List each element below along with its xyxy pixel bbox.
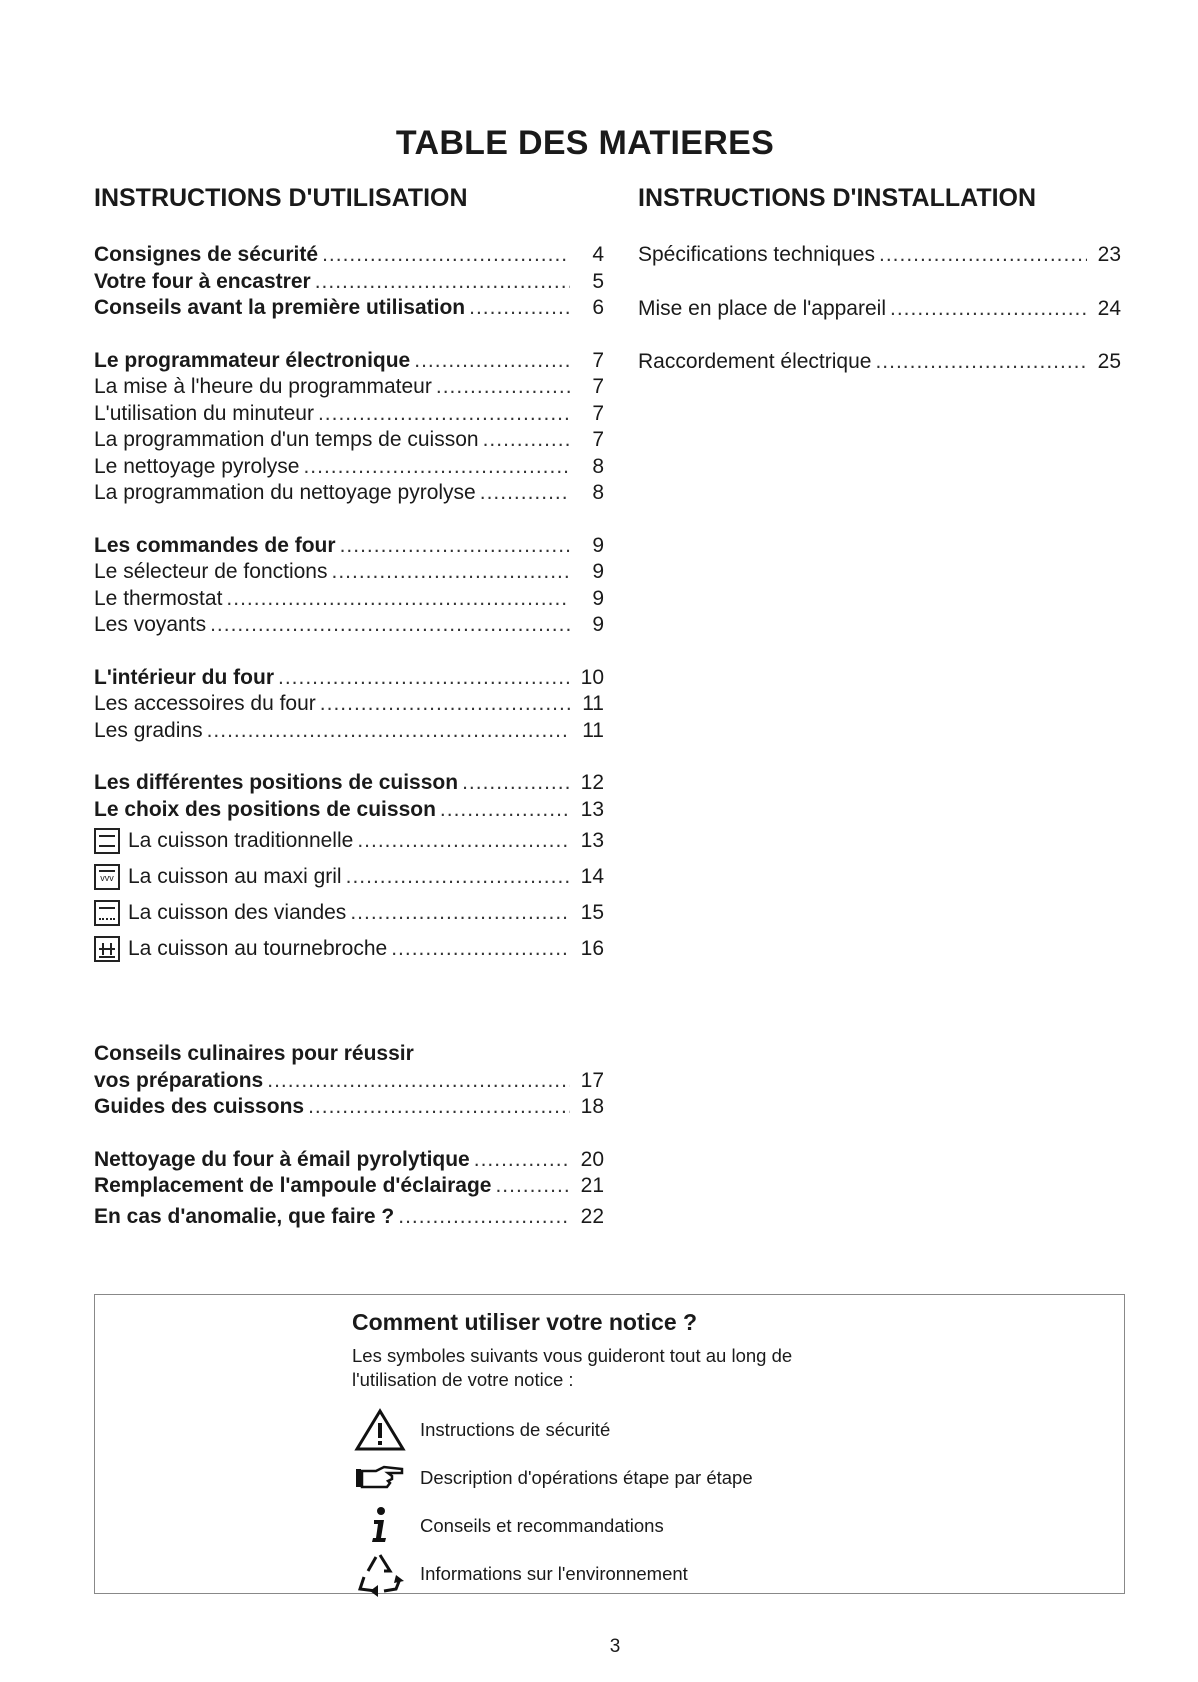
- toc-entry-page: 7: [592, 375, 604, 398]
- dot-leader: [480, 480, 570, 507]
- warning-triangle-icon: [352, 1408, 408, 1452]
- pointing-hand-icon: [352, 1456, 408, 1500]
- toc-entry-text: Nettoyage du four à émail pyrolytique: [94, 1147, 470, 1171]
- toc-entry-page: 9: [592, 613, 604, 636]
- symbol-legend-label: Description d'opérations étape par étape: [420, 1467, 753, 1488]
- toc-entry: [94, 797, 604, 824]
- symbol-legend-label: Conseils et recommandations: [420, 1515, 664, 1536]
- toc-entry-text: En cas d'anomalie, que faire ?: [94, 1204, 395, 1228]
- dot-leader: [495, 1173, 570, 1200]
- toc-entry-page: 4: [592, 243, 604, 266]
- dot-leader: [308, 1094, 570, 1121]
- toc-entry-text: La cuisson traditionnelle: [128, 829, 354, 852]
- dot-leader: [320, 691, 570, 718]
- toc-entry-page: 13: [580, 797, 604, 821]
- usage-toc: [94, 242, 604, 1256]
- dot-leader: [391, 931, 570, 967]
- toc-entry-page: 12: [580, 771, 604, 794]
- toc-entry-text: La cuisson des viandes: [128, 901, 347, 924]
- toc-entry-text: La cuisson au maxi gril: [128, 865, 342, 888]
- toc-entry-page: 18: [580, 1095, 604, 1118]
- notice-box-text: Les symboles suivants vous guideront tout au long de l'utilisation de votre notice :: [352, 1345, 793, 1390]
- toc-entry: [94, 612, 604, 639]
- toc-entry: [94, 1094, 604, 1121]
- cooking-positions-group: [94, 770, 604, 967]
- toc-entry-page: 15: [580, 901, 604, 924]
- toc-entry: [94, 718, 604, 745]
- toc-entry: [94, 931, 604, 967]
- toc-entry-text: La mise à l'heure du programmateur: [94, 375, 432, 398]
- toc-entry-text: Remplacement de l'ampoule d'éclairage: [94, 1174, 492, 1197]
- toc-entry-page: 7: [592, 401, 604, 425]
- toc-entry-text: L'intérieur du four: [94, 665, 274, 689]
- dot-leader: [462, 770, 570, 797]
- dot-leader: [210, 612, 570, 639]
- maxi-grill-icon: vvv: [94, 864, 120, 890]
- dot-leader: [875, 349, 1087, 376]
- toc-entry-text: Spécifications techniques: [638, 243, 875, 266]
- toc-entry-page: 20: [580, 1147, 604, 1171]
- dot-leader: [398, 1204, 570, 1231]
- toc-entry-text: Les différentes positions de cuisson: [94, 771, 459, 794]
- symbol-legend-item: [352, 1406, 1052, 1454]
- toc-entry: [94, 374, 604, 401]
- toc-entry-page: 13: [580, 829, 604, 852]
- page-title: TABLE DES MATIERES: [395, 124, 775, 162]
- toc-entry-text: vos préparations: [94, 1068, 264, 1092]
- toc-entry-text: Raccordement électrique: [638, 350, 872, 373]
- dot-leader: [340, 533, 570, 560]
- toc-group: [638, 296, 1121, 323]
- dot-leader: [303, 454, 570, 481]
- toc-entry-page: 14: [580, 865, 604, 888]
- toc-entry-label: [94, 1041, 604, 1068]
- toc-entry-text: Guides des cuissons: [94, 1095, 305, 1118]
- toc-entry-text: Consignes de sécurité: [94, 243, 319, 266]
- dot-leader: [318, 401, 570, 428]
- toc-entry-page: 17: [580, 1068, 604, 1092]
- symbol-legend-item: [352, 1454, 1052, 1502]
- toc-entry-text: Le choix des positions de cuisson: [94, 797, 436, 821]
- toc-entry-text: La programmation du nettoyage pyrolyse: [94, 481, 476, 504]
- toc-entry: [94, 770, 604, 797]
- dot-leader: [879, 242, 1087, 269]
- dot-leader: [278, 665, 570, 692]
- toc-entry-page: 7: [592, 348, 604, 372]
- symbol-legend-label: Informations sur l'environnement: [420, 1563, 688, 1584]
- recycle-icon: [352, 1552, 408, 1596]
- toc-entry-text: Le sélecteur de fonctions: [94, 560, 328, 583]
- toc-entry: [94, 586, 604, 613]
- toc-entry-page: 6: [592, 296, 604, 319]
- toc-entry-page: 24: [1097, 296, 1121, 320]
- meat-cooking-icon: [94, 900, 120, 926]
- toc-entry-page: 23: [1097, 243, 1121, 266]
- toc-entry: [94, 559, 604, 586]
- toc-entry: [94, 1068, 604, 1095]
- toc-entry-page: 11: [582, 692, 604, 715]
- notice-usage-box: [94, 1294, 1125, 1594]
- dot-leader: [890, 296, 1087, 323]
- toc-entry-text: Les gradins: [94, 718, 203, 742]
- toc-group: [638, 242, 1121, 269]
- toc-entry: [638, 349, 1121, 376]
- toc-entry-page: 21: [580, 1174, 604, 1197]
- toc-entry: [94, 427, 604, 454]
- dot-leader: [436, 374, 570, 401]
- toc-entry-text: Votre four à encastrer: [94, 269, 311, 293]
- toc-entry-page: 16: [580, 937, 604, 960]
- dot-leader: [331, 559, 570, 586]
- toc-entry-page: 8: [592, 454, 604, 478]
- symbol-legend: [352, 1406, 1052, 1598]
- dot-leader: [207, 718, 570, 745]
- toc-entry: [94, 665, 604, 692]
- dot-leader: [350, 895, 570, 931]
- toc-entry: [94, 691, 604, 718]
- dot-leader: [346, 859, 570, 895]
- dot-leader: [226, 586, 570, 613]
- usage-instructions-heading: INSTRUCTIONS D'UTILISATION: [94, 184, 468, 212]
- toc-entry-page: 9: [592, 586, 604, 610]
- toc-entry-text: Conseils avant la première utilisation: [94, 296, 466, 319]
- toc-entry-text: Les voyants: [94, 613, 207, 636]
- rotisserie-icon: [94, 936, 120, 962]
- dot-leader: [483, 427, 570, 454]
- toc-entry-page: 7: [592, 428, 604, 451]
- toc-entry-text: Conseils culinaires pour réussir: [94, 1042, 414, 1065]
- toc-entry: [638, 296, 1121, 323]
- traditional-cooking-icon: [94, 828, 120, 854]
- toc-entry: [94, 1204, 604, 1231]
- toc-entry-page: 11: [582, 718, 604, 742]
- dot-leader: [267, 1068, 570, 1095]
- toc-entry: [94, 348, 604, 375]
- toc-entry-text: Le programmateur électronique: [94, 348, 411, 372]
- toc-entry: [94, 533, 604, 560]
- toc-entry: [94, 295, 604, 322]
- toc-group: [638, 349, 1121, 376]
- toc-entry: [94, 823, 604, 859]
- toc-entry: [94, 1147, 604, 1174]
- dot-leader: [322, 242, 570, 269]
- toc-entry: [638, 242, 1121, 269]
- toc-entry-text: La cuisson au tournebroche: [128, 937, 388, 960]
- toc-group: [94, 348, 604, 507]
- installation-instructions-heading: INSTRUCTIONS D'INSTALLATION: [638, 184, 1037, 212]
- maintenance-group: [94, 1147, 604, 1231]
- toc-entry-text: Mise en place de l'appareil: [638, 296, 886, 320]
- toc-entry-page: 9: [592, 560, 604, 583]
- toc-entry-page: 5: [592, 269, 604, 293]
- toc-group: [94, 242, 604, 322]
- info-icon: [352, 1504, 408, 1548]
- toc-entry-text: Le thermostat: [94, 586, 223, 610]
- dot-leader: [315, 269, 570, 296]
- toc-entry-page: 25: [1097, 350, 1121, 373]
- toc-entry: [94, 1173, 604, 1200]
- dot-leader: [414, 348, 570, 375]
- toc-entry-text: Le nettoyage pyrolyse: [94, 454, 300, 478]
- toc-entry: [94, 242, 604, 269]
- toc-entry: [94, 454, 604, 481]
- symbol-legend-item: [352, 1550, 1052, 1598]
- toc-entry: [94, 859, 604, 895]
- page-number: 3: [609, 1636, 621, 1657]
- toc-entry: [94, 480, 604, 507]
- toc-entry: [94, 895, 604, 931]
- symbol-legend-label: Instructions de sécurité: [420, 1419, 611, 1440]
- symbol-legend-item: [352, 1502, 1052, 1550]
- installation-toc: [638, 242, 1121, 403]
- toc-entry-page: 22: [580, 1204, 604, 1228]
- toc-group: [94, 533, 604, 639]
- toc-group: [94, 665, 604, 745]
- notice-box-title: Comment utiliser votre notice ?: [352, 1309, 698, 1335]
- toc-entry-page: 10: [580, 665, 604, 689]
- culinary-advice-group: [94, 1041, 604, 1121]
- dot-leader: [469, 295, 570, 322]
- toc-entry-text: L'utilisation du minuteur: [94, 401, 314, 425]
- dot-leader: [440, 797, 570, 824]
- toc-entry-text: Les commandes de four: [94, 533, 336, 557]
- toc-entry-text: La programmation d'un temps de cuisson: [94, 428, 479, 451]
- dot-leader: [357, 823, 570, 859]
- toc-entry-page: 8: [592, 481, 604, 504]
- toc-entry: [94, 401, 604, 428]
- toc-entry: [94, 269, 604, 296]
- dot-leader: [474, 1147, 570, 1174]
- toc-entry-page: 9: [592, 533, 604, 557]
- toc-entry-text: Les accessoires du four: [94, 692, 316, 715]
